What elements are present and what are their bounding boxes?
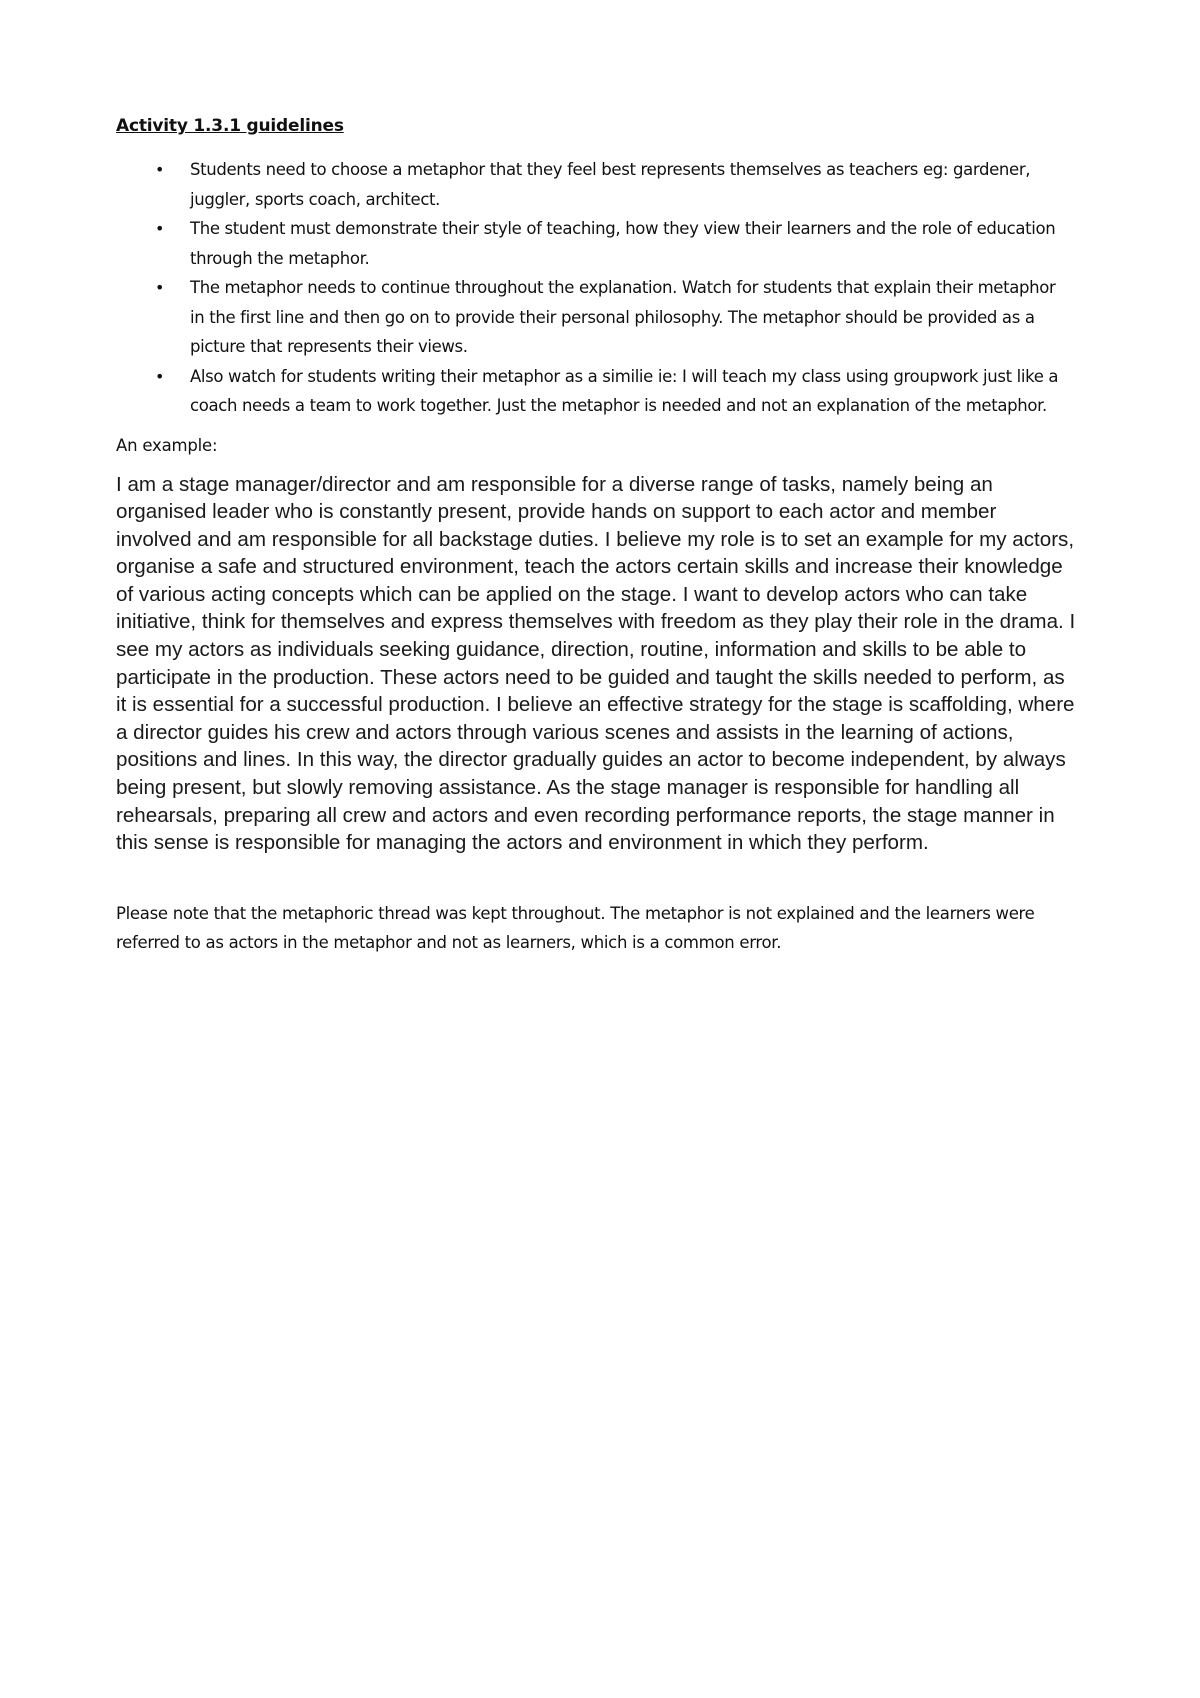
guideline-text: The student must demonstrate their style of teaching, how they view their learners and the role of education through the metaphor.: [190, 219, 1056, 268]
bullet-icon: •: [155, 278, 165, 297]
document-content: [116, 113, 1076, 957]
guideline-item: [116, 273, 1070, 362]
guideline-text: Students need to choose a metaphor that they feel best represents themselves as teachers eg: gardener, juggler, sports coach, architect.: [190, 160, 1031, 209]
guideline-item: [116, 214, 1070, 273]
bullet-icon: •: [155, 160, 165, 179]
guideline-item: [116, 362, 1070, 421]
activity-heading: Activity 1.3.1 guidelines: [116, 116, 344, 136]
note-paragraph: Please note that the metaphoric thread was kept throughout. The metaphor is not explained and the learners were referred to as actors in the metaphor and not as learners, which is a common error.: [116, 903, 1035, 952]
example-label: An example:: [116, 435, 218, 455]
bullet-icon: •: [155, 366, 165, 386]
guideline-item: [116, 155, 1070, 214]
guideline-text: The metaphor needs to continue throughout the explanation. Watch for students that explain their metaphor in the first line and then go on to provide their personal philosophy. The metaphor should be provided as a picture that represents their views.: [190, 278, 1056, 356]
example-paragraph: I am a stage manager/director and am responsible for a diverse range of tasks, namely being an organised leader who is constantly present, provide hands on support to each actor and member involved and am responsible for all backstage duties. I believe my role is to set an example for my actors, organise a safe and structured environment, teach the actors certain skills and increase their knowledge of various acting concepts which can be applied on the stage. I want to develop actors who can take initiative, think for themselves and express themselves with freedom as they play their role in the drama. I see my actors as individuals seeking guidance, direction, routine, information and skills to be able to participate in the production. These actors need to be guided and taught the skills needed to perform, as it is essential for a successful production. I believe an effective strategy for the stage is scaffolding, where a director guides his crew and actors through various scenes and assists in the learning of actions, positions and lines. In this way, the director gradually guides an actor to become independent, by always being present, but slowly removing assistance. As the stage manager is responsible for handling all rehearsals, preparing all crew and actors and even recording performance reports, the stage manner in this sense is responsible for managing the actors and environment in which they perform.: [116, 472, 1076, 855]
guideline-text: Also watch for students writing their metaphor as a similie ie: I will teach my class using groupwork just like a coach needs a team to work together. Just the metaphor is needed and not an explanation of the metaphor.: [190, 366, 1059, 415]
bullet-icon: •: [155, 219, 165, 238]
guidelines-list: [116, 155, 1076, 421]
